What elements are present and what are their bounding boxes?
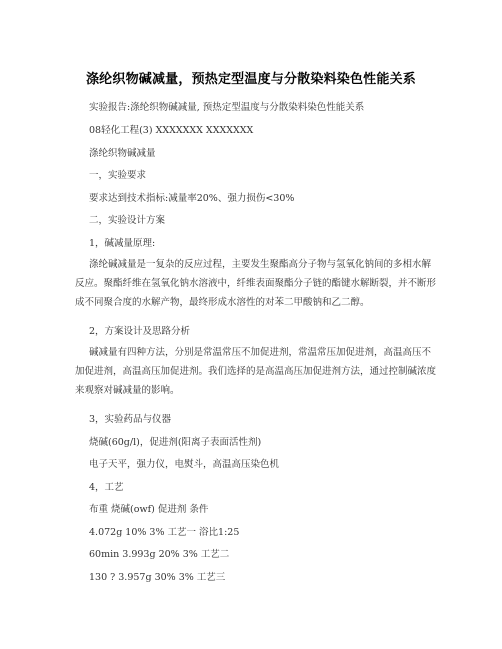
subsection-heading: 3，实验药品与仪器 xyxy=(89,414,172,425)
section-heading: 涤纶织物碱减量 xyxy=(89,148,156,159)
subsection-heading: 4，工艺 xyxy=(89,482,124,493)
table-line: 布重 烧碱(owf) 促进剂 条件 xyxy=(89,504,209,515)
document-title: 涤纶织物碱减量，预热定型温度与分散染料染色性能关系 xyxy=(85,72,416,87)
report-subtitle: 实验报告:涤纶织物碱减量, 预热定型温度与分散染料染色性能关系 xyxy=(89,102,365,113)
body-paragraph: 碱减量有四种方法，分别是常温常压不加促进剂，常温常压加促进剂，高温高压不加促进剂，高温高压加促进剂。我们选择的是高温高压加促进剂方法，通过控制碱浓度来观察对碱减量的影响。 xyxy=(75,347,437,396)
body-paragraph: 涤纶碱减量是一复杂的反应过程，主要发生聚酯高分子物与氢氧化钠间的多相水解反应。聚酯纤维在氢氧化钠水溶液中，纤维表面聚酯分子链的酯键水解断裂，并不断形成不同聚合度的水解产物，最终形成水溶性的对苯二甲酸钠和乙二醇。 xyxy=(75,259,437,308)
table-line: 4.072g 10% 3% 工艺一 浴比1:25 xyxy=(89,527,240,538)
body-line: 电子天平，强力仪，电熨斗，高温高压染色机 xyxy=(89,459,280,470)
class-info: 08轻化工程(3) XXXXXXX XXXXXXX xyxy=(89,125,254,136)
body-line: 烧碱(60g/l)，促进剂(阳离子表面活性剂) xyxy=(89,437,262,448)
table-line: 60min 3.993g 20% 3% 工艺二 xyxy=(89,549,230,560)
subsection-heading: 2，方案设计及思路分析 xyxy=(89,326,191,337)
section-heading: 二，实验设计方案 xyxy=(89,215,166,226)
subsection-heading: 1，碱减量原理: xyxy=(89,238,156,249)
table-line: 130 ? 3.957g 30% 3% 工艺三 xyxy=(89,572,226,583)
section-heading: 一，实验要求 xyxy=(89,170,147,181)
body-line: 要求达到技术指标:减量率20%、强力损伤<30% xyxy=(89,193,295,204)
